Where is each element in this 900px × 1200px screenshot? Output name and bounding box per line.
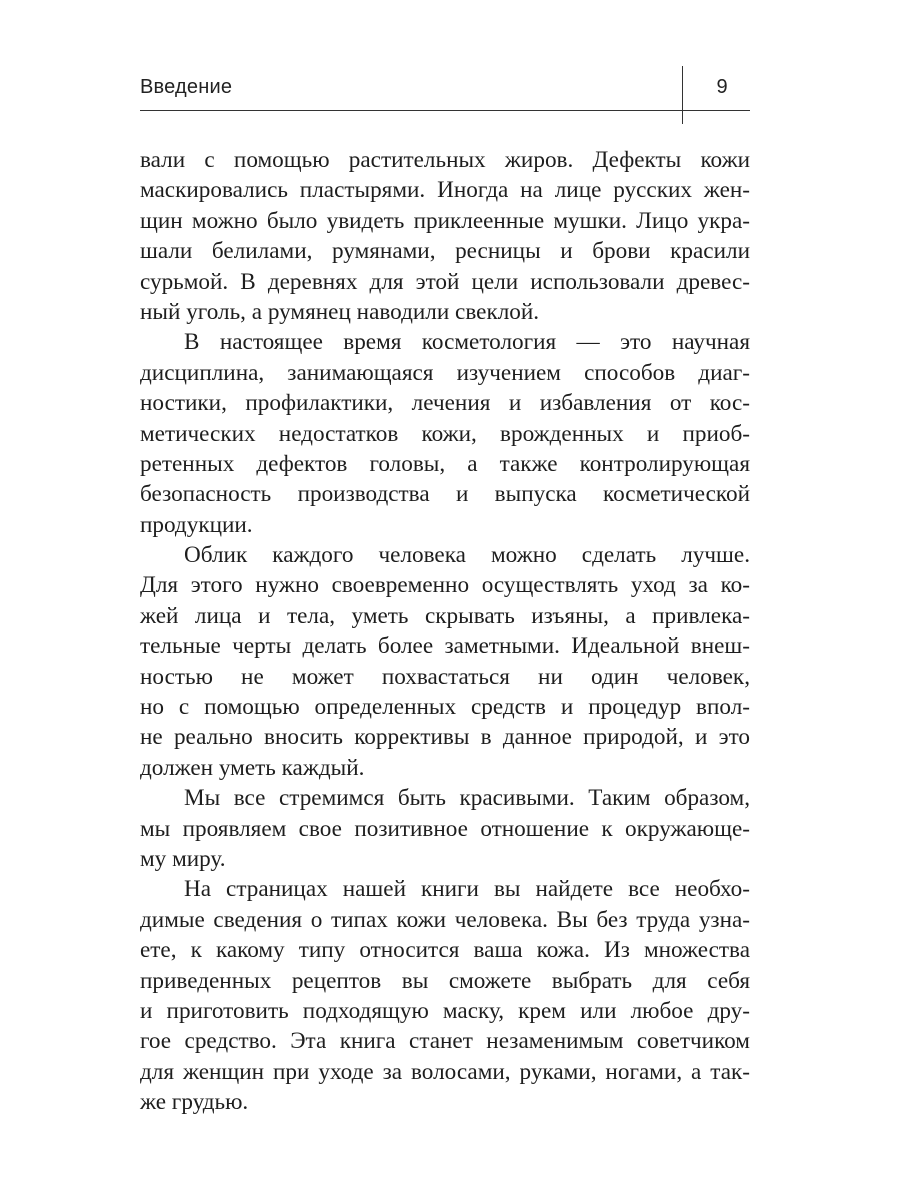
text-line: безопасность производства и выпуска косметической <box>140 481 750 508</box>
text-line: ете, к какому типу относится ваша кожа. Из множества <box>140 937 750 964</box>
paragraph <box>140 145 750 327</box>
paragraph <box>140 327 750 540</box>
page-body-text <box>140 145 750 1118</box>
header-horizontal-rule <box>140 110 750 111</box>
text-line: шали белилами, румянами, ресницы и брови красили <box>140 238 750 265</box>
text-line: Мы все стремимся быть красивыми. Таким образом, <box>184 785 750 812</box>
header-vertical-rule <box>682 66 683 124</box>
text-line: щин можно было увидеть приклеенные мушки. Лицо укра- <box>140 207 750 234</box>
text-line: гое средство. Эта книга станет незаменимым советчиком <box>140 1028 750 1055</box>
text-line: продукции. <box>140 511 253 538</box>
text-line: сурьмой. В деревнях для этой цели использовали древес- <box>140 268 750 295</box>
text-line: но с помощью определенных средств и процедур впол- <box>140 694 750 721</box>
text-line: дисциплина, занимающаяся изучением способов диаг- <box>140 359 750 386</box>
text-line: Для этого нужно своевременно осуществлять уход за ко- <box>140 572 750 599</box>
text-line: для женщин при уходе за волосами, руками, ногами, а так- <box>140 1058 750 1085</box>
text-line: Облик каждого человека можно сделать лучше. <box>184 542 750 569</box>
text-line: му миру. <box>140 845 226 872</box>
text-line: приведенных рецептов вы сможете выбрать для себя <box>140 967 750 994</box>
text-line: маскировались пластырями. Иногда на лице русских жен- <box>140 177 750 204</box>
text-line: ный уголь, а румянец наводили свеклой. <box>140 298 540 325</box>
text-line: На страницах нашей книги вы найдете все необхо- <box>184 876 750 903</box>
text-line: ностью не может похвастаться ни один человек, <box>140 663 750 690</box>
text-line: тельные черты делать более заметными. Идеальной внеш- <box>140 633 750 660</box>
text-line: должен уметь каждый. <box>140 754 365 781</box>
running-head-title: Введение <box>140 76 233 98</box>
text-line: ностики, профилактики, лечения и избавления от кос- <box>140 390 750 417</box>
page-number: 9 <box>716 76 728 98</box>
text-line: димые сведения о типах кожи человека. Вы без труда узна- <box>140 906 750 933</box>
text-line: метических недостатков кожи, врожденных и приоб- <box>140 420 750 447</box>
text-line: же грудью. <box>140 1089 249 1116</box>
text-line: В настоящее время косметология — это научная <box>184 329 750 356</box>
text-line: и приготовить подходящую маску, крем или любое дру- <box>140 997 750 1024</box>
paragraph <box>140 540 750 783</box>
paragraph <box>140 874 750 1117</box>
text-line: вали с помощью растительных жиров. Дефекты кожи <box>140 147 750 173</box>
text-line: не реально вносить коррективы в данное природой, и это <box>140 724 750 751</box>
paragraph <box>140 783 750 874</box>
text-line: жей лица и тела, уметь скрывать изъяны, а привлека- <box>140 602 750 629</box>
text-line: мы проявляем свое позитивное отношение к окружающе- <box>140 815 750 842</box>
text-line: ретенных дефектов головы, а также контролирующая <box>140 450 750 477</box>
